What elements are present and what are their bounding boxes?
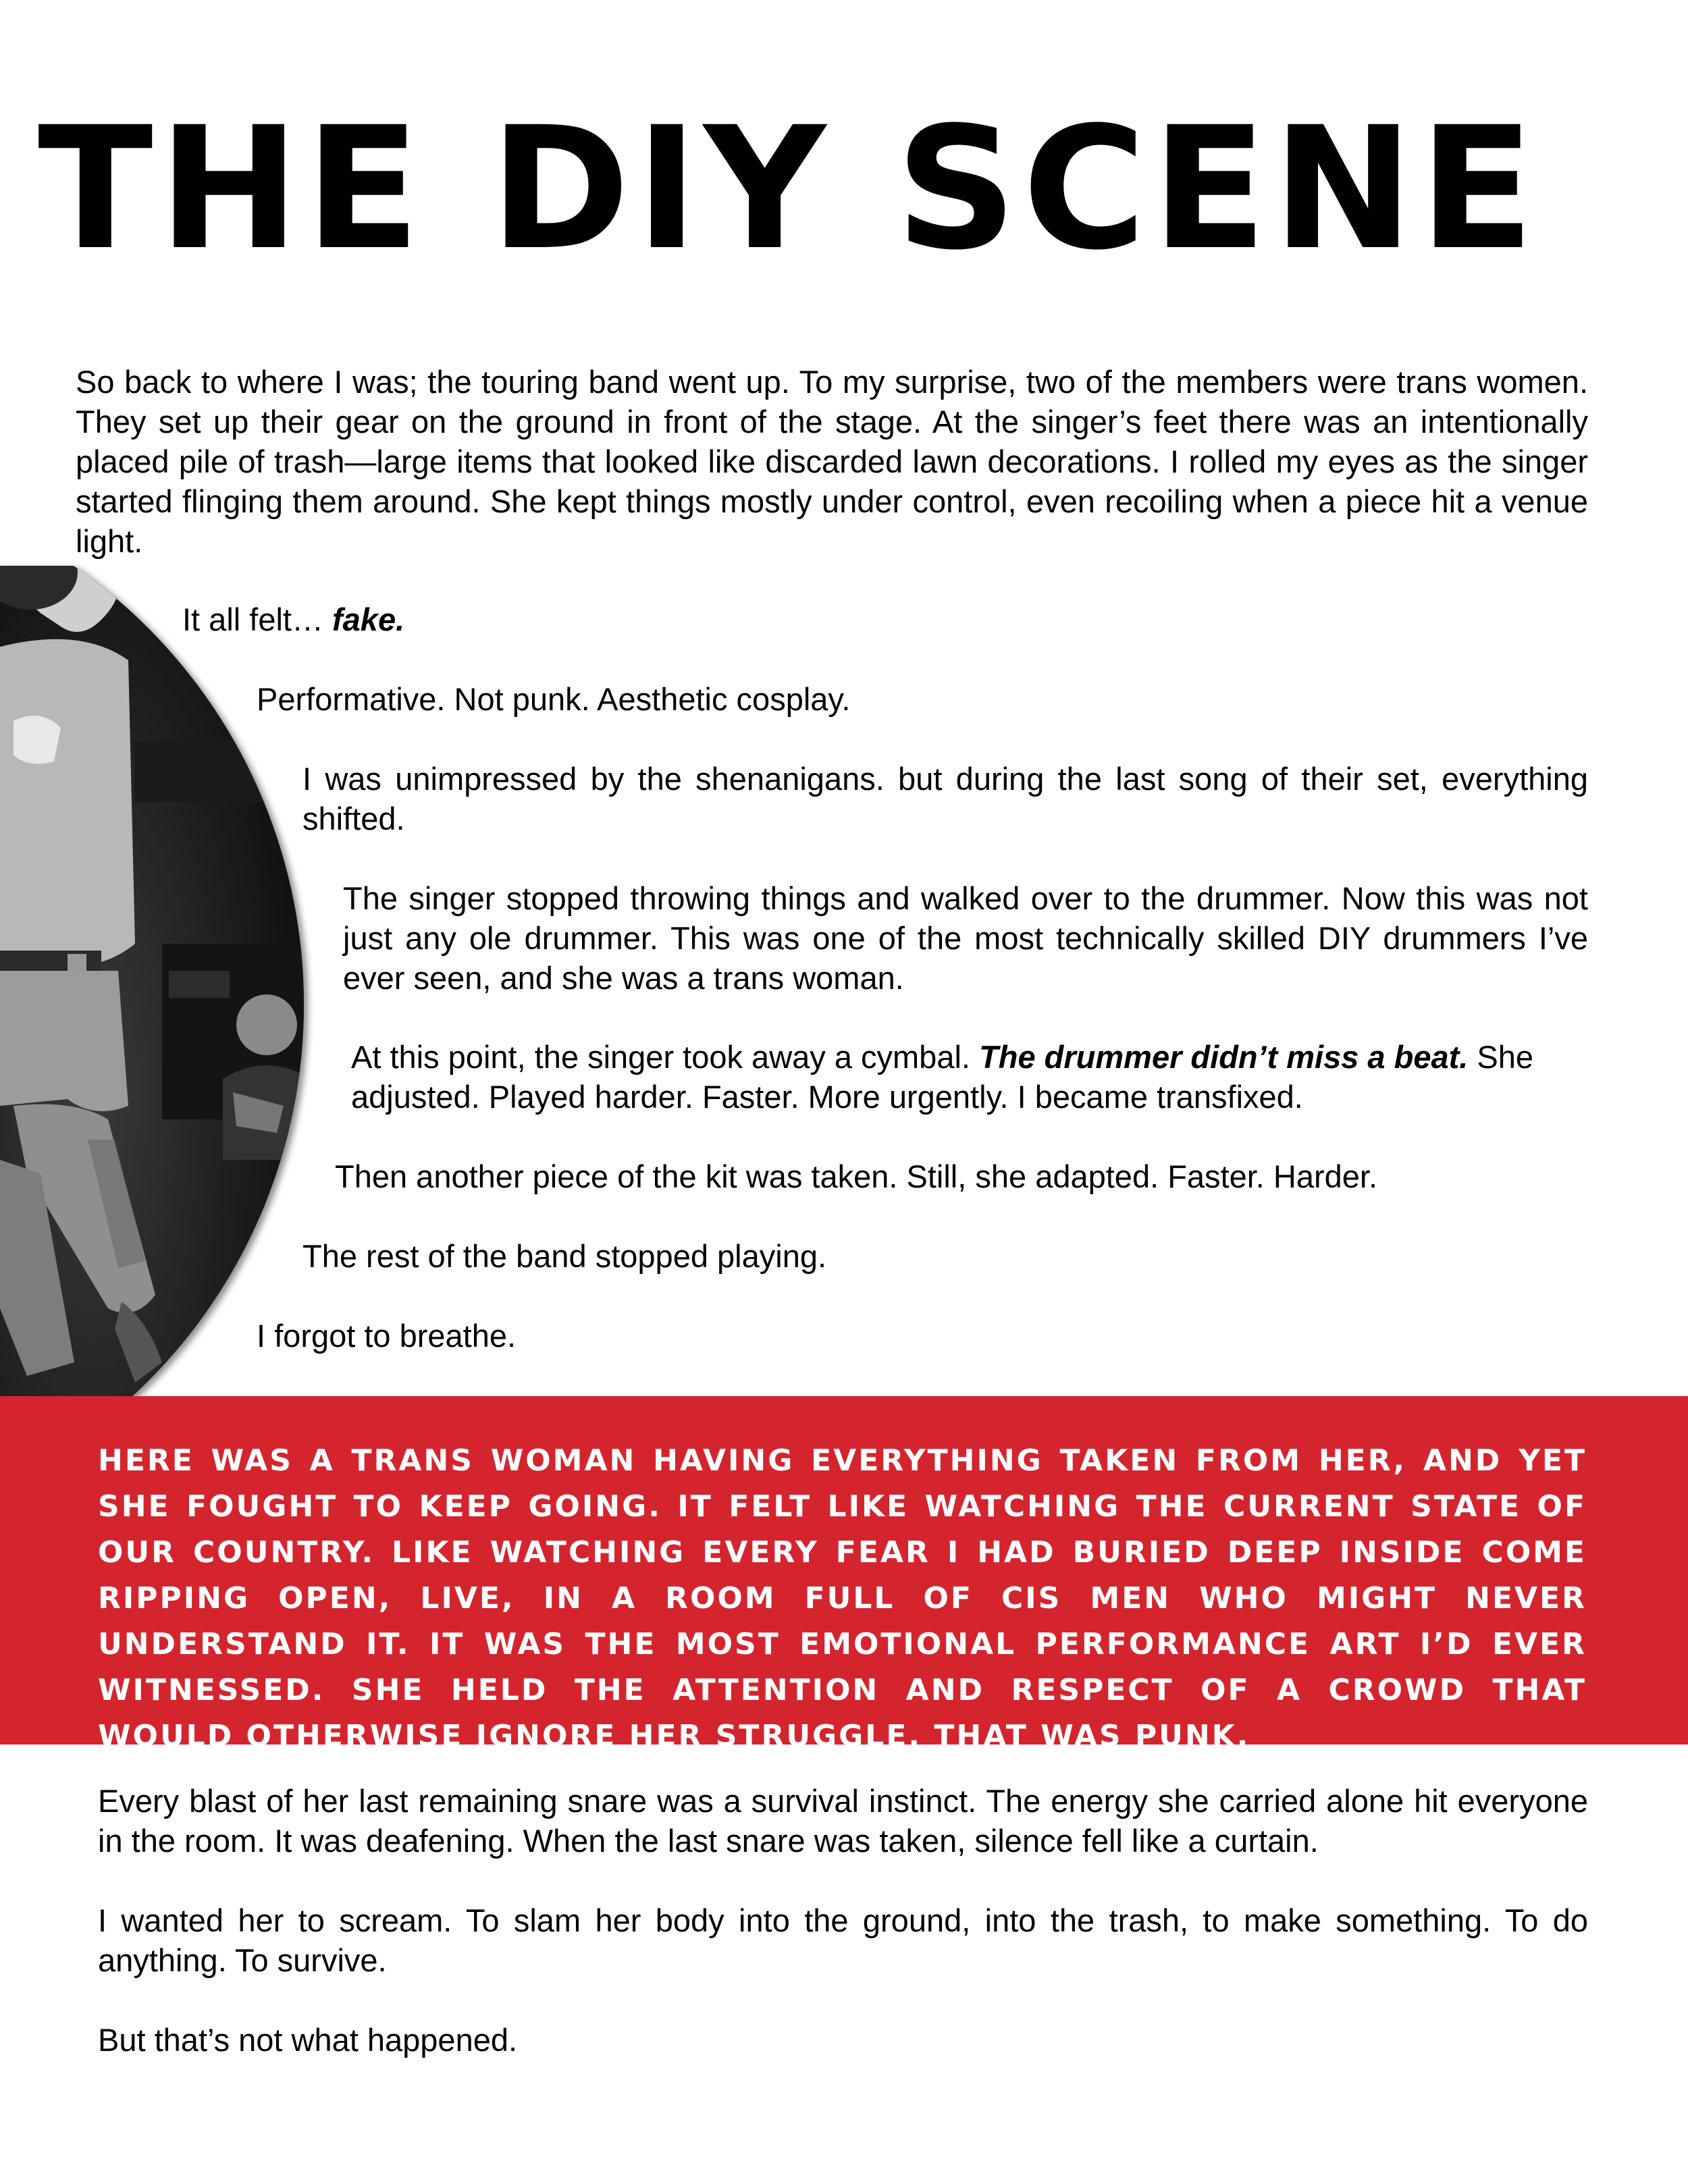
pull-quote-text: HERE WAS A TRANS WOMAN HAVING EVERYTHING TAKEN FROM HER, AND YET SHE FOUGHT TO KEEP GOING. IT FELT LIKE WATCHING THE CURRENT STATE OF OUR COUNTRY. LIKE WATCHING EVERY FEAR I HAD BURIED DEEP INSIDE COME RIPPING OPEN, LIVE, IN A ROOM FULL OF CIS MEN WHO MIGHT NEVER UNDERSTAND IT. IT WAS THE MOST EMOTIONAL PERFORMANCE ART I’D EVER WITNESSED. SHE HELD THE ATTENTION AND RESPECT OF A CROWD THAT WOULD OTHERWISE IGNORE HER STRUGGLE. THAT WAS PUNK. — [98, 1443, 1587, 1753]
another-piece-paragraph: Then another piece of the kit was taken. Still, she adapted. Faster. Harder. — [335, 1158, 1378, 1194]
rest-of-band-paragraph: The rest of the band stopped playing. — [302, 1238, 827, 1274]
cymbal-before: At this point, the singer took away a cymbal. — [351, 1039, 980, 1075]
scream-paragraph: I wanted her to scream. To slam her body into the ground, into the trash, to make something. To do anything. To survive. — [98, 1902, 1588, 1978]
performative-paragraph: Performative. Not punk. Aesthetic cosplay. — [257, 681, 851, 717]
felt-emphasis: fake. — [332, 602, 405, 637]
felt-prefix: It all felt… — [182, 602, 333, 637]
unimpressed-paragraph: I was unimpressed by the shenanigans. but during the last song of their set, everything shifted. — [302, 761, 1588, 836]
drummer-paragraph: The singer stopped throwing things and walked over to the drummer. Now this was not just any ole drummer. This was one of the most technically skilled DIY drummers I’ve ever seen, and she was a trans woman. — [343, 880, 1588, 996]
cymbal-paragraph — [351, 1037, 1588, 1117]
page-title: THE DIY SCENE — [38, 90, 1540, 287]
felt-paragraph — [182, 600, 1263, 639]
ending-paragraph: But that’s not what happened. — [98, 2022, 518, 2058]
cymbal-emphasis: The drummer didn’t miss a beat. — [979, 1039, 1469, 1075]
cymbal-after: She adjusted. Played harder. Faster. More urgently. I became transfixed. — [351, 1039, 1533, 1115]
forgot-paragraph: I forgot to breathe. — [257, 1318, 517, 1354]
pull-quote-banner — [0, 1396, 1688, 1753]
snare-paragraph: Every blast of her last remaining snare was a survival instinct. The energy she carried alone hit everyone in the room. It was deafening. When the last snare was taken, silence fell like a curtain. — [98, 1783, 1588, 1859]
intro-paragraph: So back to where I was; the touring band went up. To my surprise, two of the members were trans women. They set up their gear on the ground in front of the stage. At the singer’s feet there was an intentionally placed pile of trash—large items that looked like discarded lawn decorations. I rolled my eyes as the singer started flinging them around. She kept things mostly under control, even recoiling when a piece hit a venue light. — [76, 364, 1588, 559]
